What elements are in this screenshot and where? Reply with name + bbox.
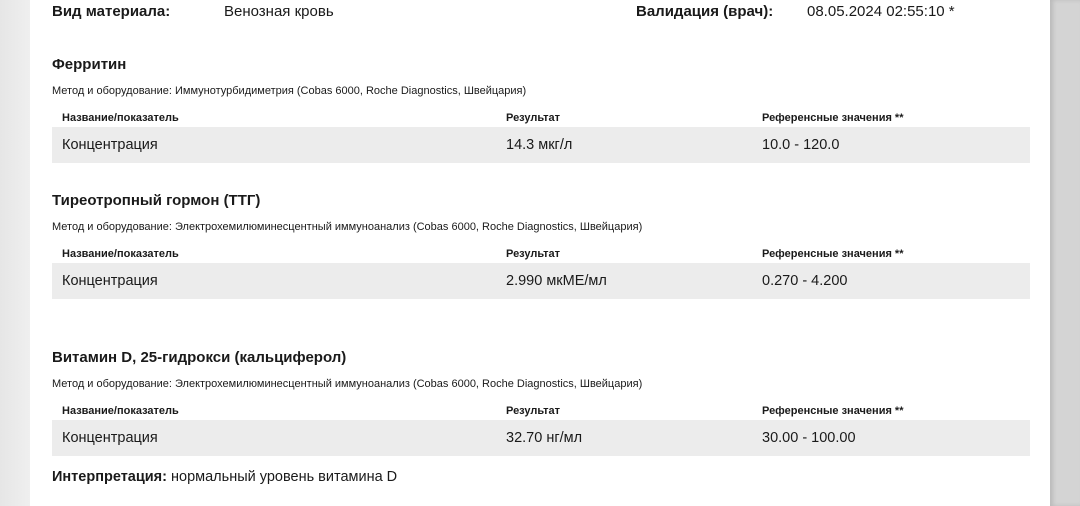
result-row-value: 32.70 нг/мл xyxy=(506,430,583,446)
test-title: Тиреотропный гормон (ТТГ) xyxy=(52,192,261,209)
test-title: Ферритин xyxy=(52,56,127,73)
material-value: Венозная кровь xyxy=(224,3,334,20)
test-method: Метод и оборудование: Иммунотурбидиметрия (Cobas 6000, Roche Diagnostics, Швейцария) xyxy=(52,85,527,97)
column-header-result: Результат xyxy=(506,405,561,417)
test-title: Витамин D, 25-гидрокси (кальциферол) xyxy=(52,349,347,366)
validation-value: 08.05.2024 02:55:10 * xyxy=(807,3,955,20)
result-row-name: Концентрация xyxy=(62,273,158,289)
column-header-result: Результат xyxy=(506,112,561,124)
interpretation-value: нормальный уровень витамина D xyxy=(171,469,398,485)
column-header-result: Результат xyxy=(506,248,561,260)
result-row xyxy=(52,263,1030,299)
viewer-background-left xyxy=(0,0,30,506)
result-row xyxy=(52,420,1030,456)
result-row-value: 2.990 мкМЕ/мл xyxy=(506,273,607,289)
column-header-name: Название/показатель xyxy=(62,405,179,417)
result-row-value: 14.3 мкг/л xyxy=(506,137,573,153)
result-row-name: Концентрация xyxy=(62,137,158,153)
column-header-name: Название/показатель xyxy=(62,248,179,260)
test-section-vitamin-d xyxy=(30,349,1050,449)
test-section-tsh xyxy=(30,192,1050,292)
column-header-reference: Референсные значения ** xyxy=(762,405,904,417)
test-section-ferritin xyxy=(30,56,1050,156)
result-row-name: Концентрация xyxy=(62,430,158,446)
document-page xyxy=(30,0,1050,506)
interpretation-label: Интерпретация: xyxy=(52,469,167,485)
column-header-name: Название/показатель xyxy=(62,112,179,124)
test-method: Метод и оборудование: Электрохемилюминесцентный иммуноанализ (Cobas 6000, Roche Diagnostics, Швейцария) xyxy=(52,221,643,233)
validation-label: Валидация (врач): xyxy=(636,3,774,20)
result-row-reference: 0.270 - 4.200 xyxy=(762,273,848,289)
interpretation xyxy=(52,468,397,486)
result-row-reference: 10.0 - 120.0 xyxy=(762,137,840,153)
material-label: Вид материала: xyxy=(52,3,171,20)
column-header-reference: Референсные значения ** xyxy=(762,248,904,260)
column-header-reference: Референсные значения ** xyxy=(762,112,904,124)
result-row xyxy=(52,127,1030,163)
result-row-reference: 30.00 - 100.00 xyxy=(762,430,856,446)
viewer-background-right xyxy=(1050,0,1080,506)
test-method: Метод и оборудование: Электрохемилюминесцентный иммуноанализ (Cobas 6000, Roche Diagnostics, Швейцария) xyxy=(52,378,643,390)
